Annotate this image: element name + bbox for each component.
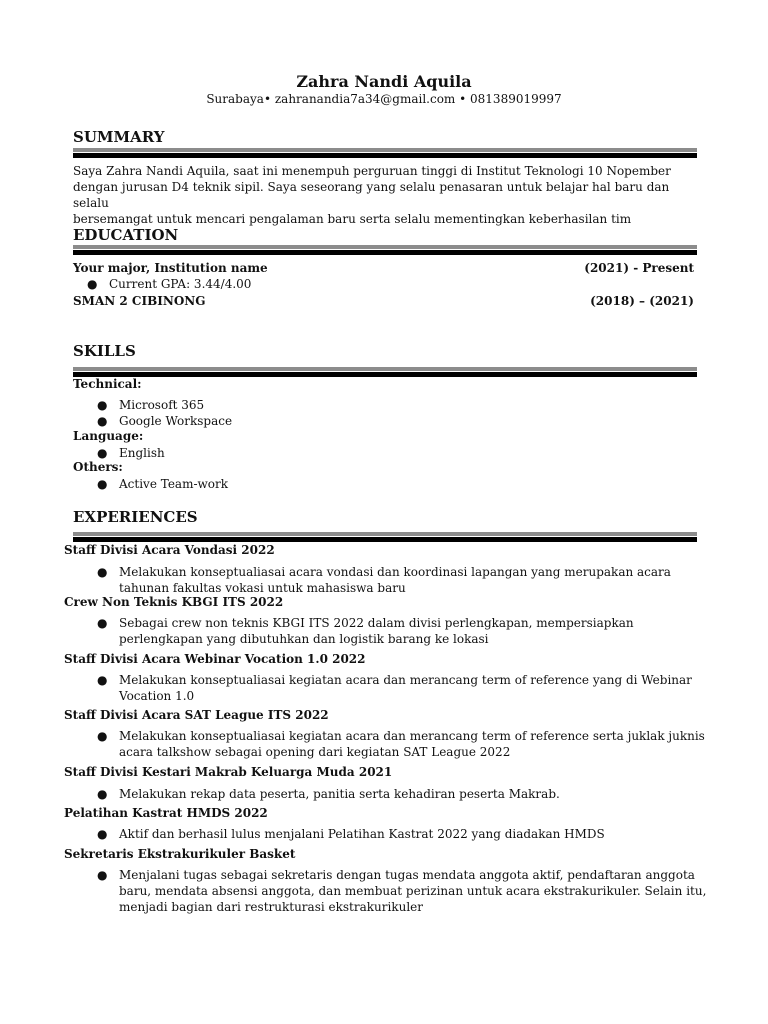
skills-others-label: Others: bbox=[73, 460, 123, 474]
bullet-icon: ● bbox=[87, 277, 98, 291]
experience-line: Aktif dan berhasil lulus menjalani Pelatihan Kastrat 2022 yang diadakan HMDS bbox=[119, 827, 605, 841]
experience-line: Sebagai crew non teknis KBGI ITS 2022 dalam divisi perlengkapan, mempersiapkan bbox=[119, 616, 634, 630]
list-item bbox=[87, 276, 252, 292]
list-item bbox=[97, 728, 705, 760]
list-item bbox=[97, 413, 233, 429]
summary-line: Saya Zahra Nandi Aquila, saat ini menempuh perguruan tinggi di Institut Teknologi 10 Nopember bbox=[73, 164, 671, 178]
education-title: Your major, Institution name bbox=[73, 261, 268, 275]
bullet-icon: ● bbox=[97, 565, 108, 579]
experience-line: Menjalani tugas sebagai sekretaris dengan tugas mendata anggota aktif, pendaftaran anggota bbox=[119, 868, 695, 882]
experience-title: Sekretaris Ekstrakurikuler Basket bbox=[64, 847, 296, 861]
education-heading: EDUCATION bbox=[73, 226, 179, 244]
experience-line: Melakukan konseptualiasai kegiatan acara dan merancang term of reference yang di Webinar bbox=[119, 673, 692, 687]
experience-title: Staff Divisi Kestari Makrab Keluarga Muda 2021 bbox=[64, 765, 393, 779]
summary-text bbox=[73, 163, 703, 227]
experience-line: Vocation 1.0 bbox=[119, 689, 195, 703]
resume-name: Zahra Nandi Aquila bbox=[296, 72, 472, 91]
experience-title: Staff Divisi Acara SAT League ITS 2022 bbox=[64, 708, 329, 722]
experience-line: baru, mendata absensi anggota, dan membuat perizinan untuk acara ekstrakurikuler. Selain itu, bbox=[119, 884, 707, 898]
bullet-icon: ● bbox=[97, 414, 108, 428]
experiences-heading: EXPERIENCES bbox=[73, 508, 198, 526]
bullet-icon: ● bbox=[97, 827, 108, 841]
skill-item: Google Workspace bbox=[119, 414, 233, 428]
contact-line bbox=[0, 92, 768, 106]
contact-city: Surabaya bbox=[206, 92, 264, 106]
skills-language-label: Language: bbox=[73, 429, 144, 443]
list-item bbox=[97, 672, 692, 704]
experience-title: Staff Divisi Acara Vondasi 2022 bbox=[64, 543, 275, 557]
skills-heading: SKILLS bbox=[73, 342, 136, 360]
skills-technical-label: Technical: bbox=[73, 377, 142, 391]
skill-item: Active Team-work bbox=[119, 477, 229, 491]
experience-line: acara talkshow sebagai opening dari kegiatan SAT League 2022 bbox=[119, 745, 511, 759]
section-divider bbox=[73, 367, 697, 377]
bullet-icon: ● bbox=[97, 673, 108, 687]
experience-line: Melakukan konseptualiasai acara vondasi dan koordinasi lapangan yang merupakan acara bbox=[119, 565, 671, 579]
list-item bbox=[97, 476, 229, 492]
section-divider bbox=[73, 148, 697, 158]
education-title: SMAN 2 CIBINONG bbox=[73, 294, 206, 308]
skill-item: English bbox=[119, 446, 165, 460]
education-detail: Current GPA: 3.44/4.00 bbox=[109, 277, 252, 291]
summary-line: dengan jurusan D4 teknik sipil. Saya seseorang yang selalu penasaran untuk belajar hal baru dan selalu bbox=[73, 180, 670, 210]
summary-heading: SUMMARY bbox=[73, 128, 165, 146]
experience-line: Melakukan konseptualiasai kegiatan acara dan merancang term of reference serta juklak juknis bbox=[119, 729, 705, 743]
education-dates: (2021) - Present bbox=[584, 261, 694, 275]
contact-phone: 081389019997 bbox=[470, 92, 562, 106]
experience-line: perlengkapan yang dibutuhkan dan logistik barang ke lokasi bbox=[119, 632, 489, 646]
experience-title: Staff Divisi Acara Webinar Vocation 1.0 2022 bbox=[64, 652, 366, 666]
section-divider bbox=[73, 532, 697, 542]
list-item bbox=[97, 786, 560, 802]
education-dates: (2018) – (2021) bbox=[590, 294, 694, 308]
skill-item: Microsoft 365 bbox=[119, 398, 205, 412]
contact-email: zahranandia7a34@gmail.com bbox=[274, 92, 456, 106]
section-divider bbox=[73, 245, 697, 255]
bullet-icon: ● bbox=[97, 729, 108, 743]
contact-separator: • bbox=[455, 92, 471, 106]
experience-title: Crew Non Teknis KBGI ITS 2022 bbox=[64, 595, 284, 609]
bullet-icon: ● bbox=[97, 868, 108, 882]
education-entry bbox=[73, 261, 694, 275]
list-item bbox=[97, 867, 707, 915]
list-item bbox=[97, 564, 671, 596]
bullet-icon: ● bbox=[97, 616, 108, 630]
bullet-icon: ● bbox=[97, 446, 108, 460]
list-item bbox=[97, 826, 605, 842]
experience-title: Pelatihan Kastrat HMDS 2022 bbox=[64, 806, 268, 820]
bullet-icon: ● bbox=[97, 398, 108, 412]
experience-line: menjadi bagian dari restrukturasi ekstrakurikuler bbox=[119, 900, 423, 914]
list-item bbox=[97, 397, 205, 413]
experience-line: tahunan fakultas vokasi untuk mahasiswa baru bbox=[119, 581, 406, 595]
contact-separator: • bbox=[263, 92, 275, 106]
list-item bbox=[97, 445, 165, 461]
bullet-icon: ● bbox=[97, 477, 108, 491]
experience-line: Melakukan rekap data peserta, panitia serta kehadiran peserta Makrab. bbox=[119, 787, 560, 801]
education-entry bbox=[73, 294, 694, 308]
list-item bbox=[97, 615, 634, 647]
summary-line: bersemangat untuk mencari pengalaman baru serta selalu mementingkan keberhasilan tim bbox=[73, 212, 632, 226]
bullet-icon: ● bbox=[97, 787, 108, 801]
